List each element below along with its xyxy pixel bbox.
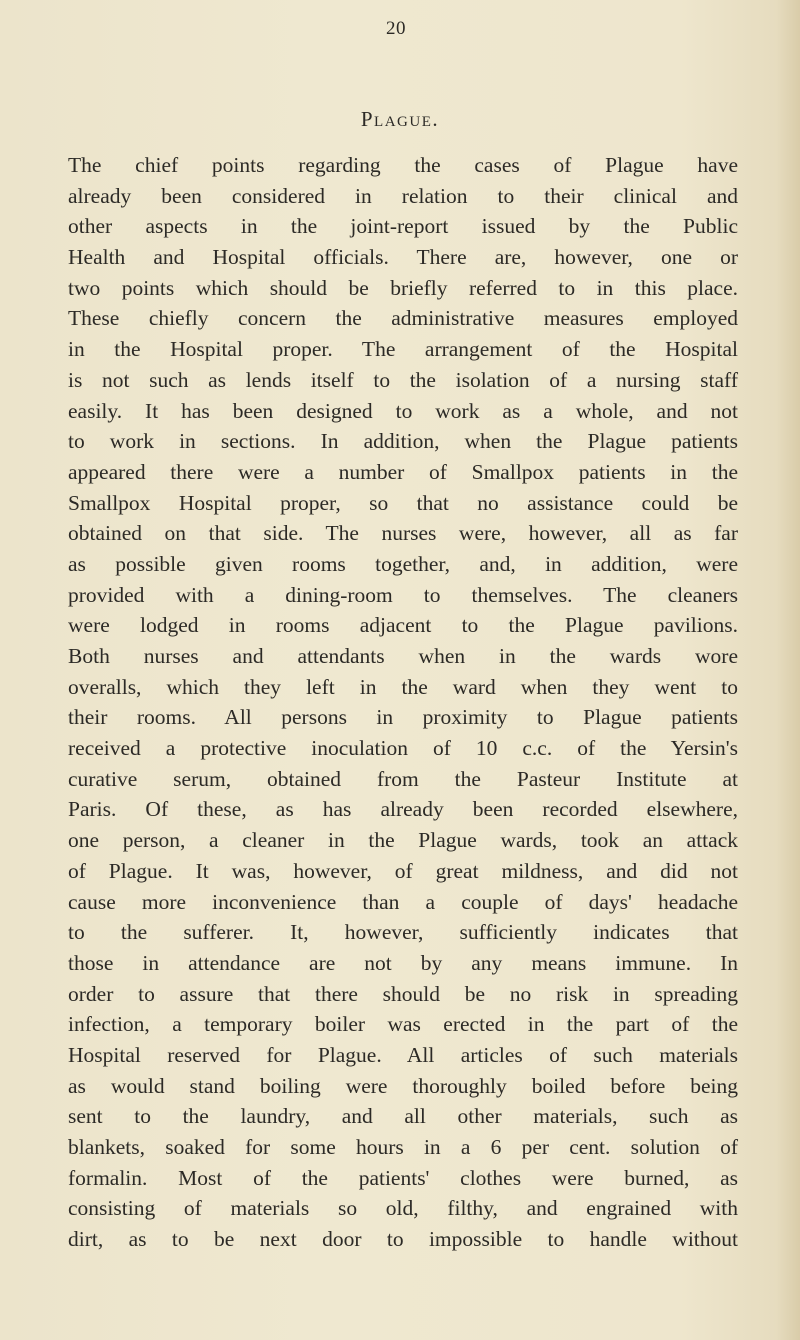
text-line: in the Hospital proper. The arrangement of the Hospital [68,337,738,362]
text-line: is not such as lends itself to the isolation of a nursing staff [68,367,738,392]
text-line: already been considered in relation to their clinical and [68,183,738,208]
text-line: Health and Hospital officials. There are, however, one or [68,245,738,270]
text-line: one person, a cleaner in the Plague wards, took an attack [68,828,738,853]
text-line: Hospital reserved for Plague. All articles of such materials [68,1042,738,1067]
section-heading: Plague. [360,107,440,131]
text-line: of Plague. It was, however, of great mildness, and did not [68,858,738,883]
text-line: appeared there were a number of Smallpox patients in the [68,459,738,484]
text-line: infection, a temporary boiler was erected in the part of the [68,1012,738,1037]
text-line: Paris. Of these, as has already been recorded elsewhere, [68,797,738,822]
text-line: easily. It has been designed to work as a whole, and not [68,398,738,423]
text-line: sent to the laundry, and all other materials, such as [68,1104,738,1129]
text-line: formalin. Most of the patients' clothes were burned, as [68,1165,738,1190]
text-line: to the sufferer. It, however, sufficiently indicates that [68,920,738,945]
text-line: provided with a dining-room to themselves. The cleaners [68,582,738,607]
text-line: overalls, which they left in the ward when they went to [68,674,738,699]
text-line: These chiefly concern the administrative measures employed [68,306,738,331]
text-line: blankets, soaked for some hours in a 6 per cent. solution of [68,1135,738,1159]
text-line: order to assure that there should be no risk in spreading [68,981,738,1006]
text-line: obtained on that side. The nurses were, however, all as far [68,521,738,546]
text-line: two points which should be briefly referred to in this place. [68,275,738,300]
text-line: their rooms. All persons in proximity to Plague patients [68,705,738,730]
text-line: dirt, as to be next door to impossible to handle without [68,1227,738,1252]
text-line: The chief points regarding the cases of Plague have [68,153,738,177]
text-line: Both nurses and attendants when in the wards wore [68,644,738,668]
text-line: those in attendance are not by any means immune. In [68,950,738,975]
text-line: received a protective inoculation of 10 c.c. of the Yersin's [68,736,738,761]
text-line: as would stand boiling were thoroughly boiled before being [68,1073,738,1098]
text-line: Smallpox Hospital proper, so that no assistance could be [68,490,738,515]
body-paragraph [68,150,738,1255]
text-line: as possible given rooms together, and, in addition, were [68,551,738,576]
text-line: cause more inconvenience than a couple of days' headache [68,889,738,914]
text-line: consisting of materials so old, filthy, and engrained with [68,1196,738,1221]
text-line: to work in sections. In addition, when the Plague patients [68,429,738,454]
text-line: were lodged in rooms adjacent to the Plague pavilions. [68,613,738,638]
text-line: other aspects in the joint-report issued by the Public [68,214,738,239]
page-number: 20 [386,18,406,39]
text-line: curative serum, obtained from the Pasteur Institute at [68,766,738,791]
